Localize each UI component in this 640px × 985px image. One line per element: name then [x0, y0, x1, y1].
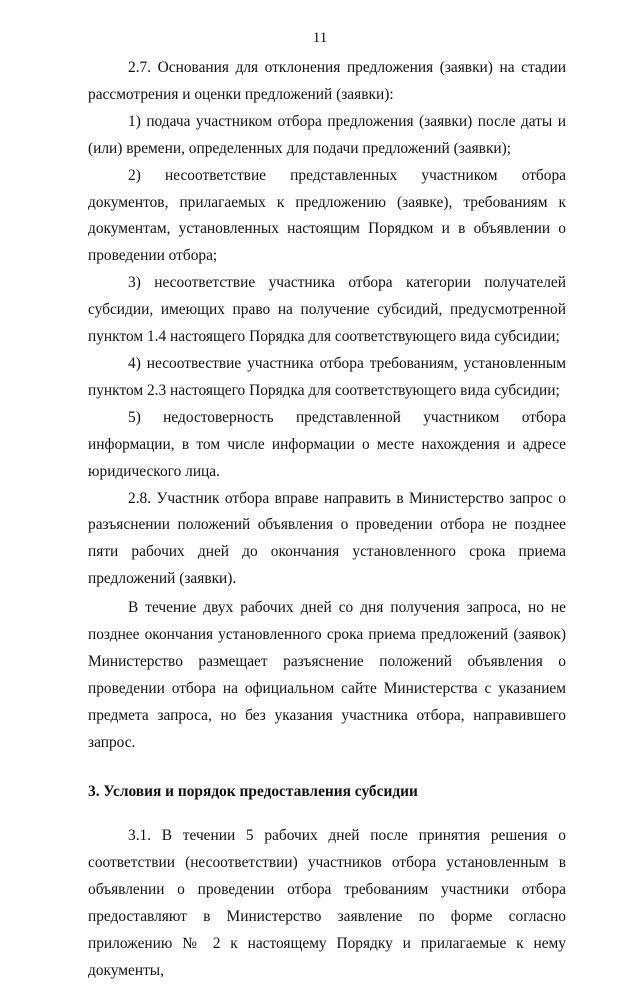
section-heading: 3. Условия и порядок предоставления субсидии [88, 782, 418, 800]
paragraph-item-2: 2) несоответствие представленных участником отбора документов, прилагаемых к предложению (заявке), требованиям к документам, установленных настоящим Порядком и в объявлении о проведении отбора; [88, 166, 566, 265]
paragraph-3-1: 3.1. В течении 5 рабочих дней после принятия решения о соответствии (несоответствии) участников отбора установленным в объявлении о проведении отбора требованиям участники отбора предоставляют в Министерство заявление по форме согласно приложению № 2 к настоящему Порядку и прилагаемые к нему документы, [88, 827, 566, 979]
paragraph-item-4: 4) несоотвествие участника отбора требованиям, установленным пунктом 2.3 настоящего Порядка для соответствующего вида субсидии; [88, 354, 566, 399]
document-body [88, 55, 566, 985]
paragraph-item-5: 5) недостоверность представленной участником отбора информации, в том числе информации о месте нахождения и адресе юридического лица. [88, 408, 566, 480]
paragraph-item-3: 3) несоответствие участника отбора категории получателей субсидии, имеющих право на получение субсидий, предусмотренной пунктом 1.4 настоящего Порядка для соответствующего вида субсидии; [88, 274, 566, 346]
page-number: 11 [312, 30, 328, 46]
paragraph-item-1: 1) подача участником отбора предложения (заявки) после даты и (или) времени, определенных для подачи предложений (заявки); [88, 112, 566, 157]
paragraph-clarification: В течение двух рабочих дней со дня получения запроса, но не позднее окончания установленного срока приема предложений (заявок) Министерство размещает разъяснение положений объявления о проведении отбора на официальном сайте Министерства с указанием предмета запроса, но без указания участника отбора, направившего запрос. [88, 599, 566, 751]
paragraph-2-8: 2.8. Участник отбора вправе направить в Министерство запрос о разъяснении положений объявления о проведении отбора не позднее пяти рабочих дней до окончания установленного срока приема предложений (заявки). [88, 489, 566, 588]
paragraph-2-7: 2.7. Основания для отклонения предложения (заявки) на стадии рассмотрения и оценки предложений (заявки): [88, 59, 566, 103]
